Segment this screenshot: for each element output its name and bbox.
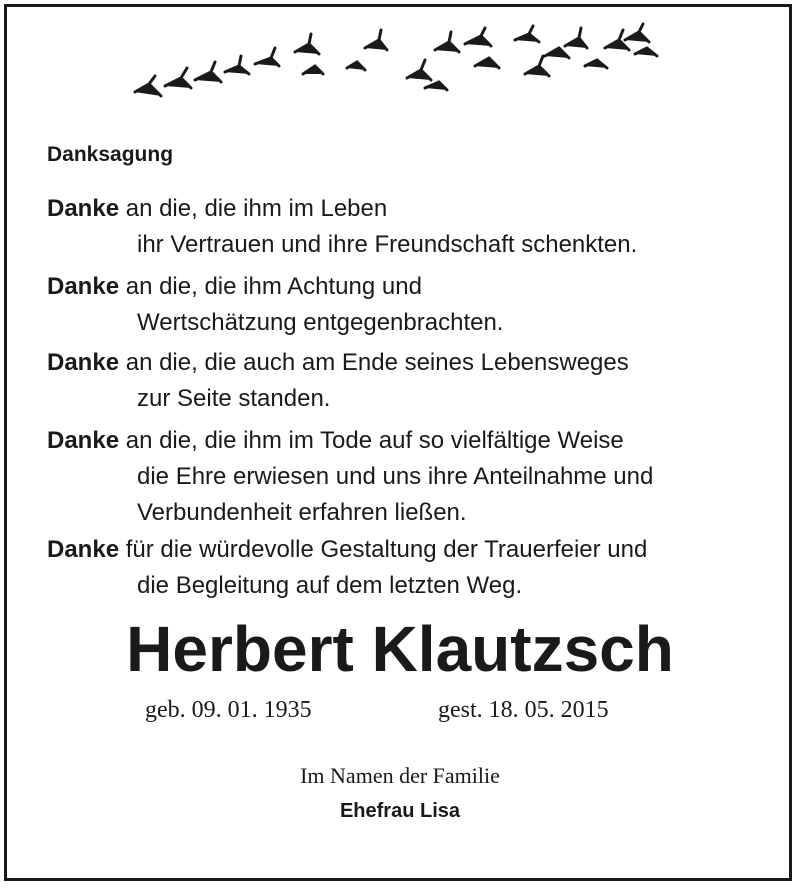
flying-birds-illustration	[125, 22, 665, 112]
heading-danksagung: Danksagung	[47, 143, 174, 166]
thanks-keyword: Danke	[47, 349, 120, 376]
thanks-block-4	[47, 423, 653, 531]
thanks-text: für die würdevolle Gestaltung der Trauerfeier und	[125, 536, 648, 563]
thanks-text: Wertschätzung entgegenbrachten.	[137, 309, 504, 336]
thanks-block-2	[47, 269, 503, 341]
thanks-block-3	[47, 345, 629, 417]
thanks-text: ihr Vertrauen und ihre Freundschaft schenkten.	[137, 231, 638, 258]
thanks-keyword: Danke	[47, 536, 120, 563]
thanks-text: an die, die auch am Ende seines Lebensweges	[125, 349, 629, 376]
thanks-text: die Ehre erwiesen und uns ihre Anteilnahme und	[137, 463, 654, 490]
thanks-text: die Begleitung auf dem letzten Weg.	[137, 572, 523, 599]
thanks-keyword: Danke	[47, 427, 120, 454]
thanks-text: Verbundenheit erfahren ließen.	[137, 499, 467, 526]
birth-date: geb. 09. 01. 1935	[145, 697, 312, 723]
thanks-keyword: Danke	[47, 273, 120, 300]
thanks-block-1	[47, 191, 637, 263]
thanks-keyword: Danke	[47, 195, 120, 222]
thanks-text: an die, die ihm im Leben	[125, 195, 388, 222]
thanks-block-5	[47, 532, 647, 604]
thanks-text: zur Seite standen.	[137, 385, 331, 412]
death-date: gest. 18. 05. 2015	[438, 697, 609, 723]
family-line: Im Namen der Familie	[300, 763, 500, 788]
thanks-text: an die, die ihm Achtung und	[125, 273, 422, 300]
deceased-name: Herbert Klautzsch	[126, 613, 674, 685]
thanks-text: an die, die ihm im Tode auf so vielfältige Weise	[125, 427, 624, 454]
signer-name: Ehefrau Lisa	[339, 800, 461, 822]
